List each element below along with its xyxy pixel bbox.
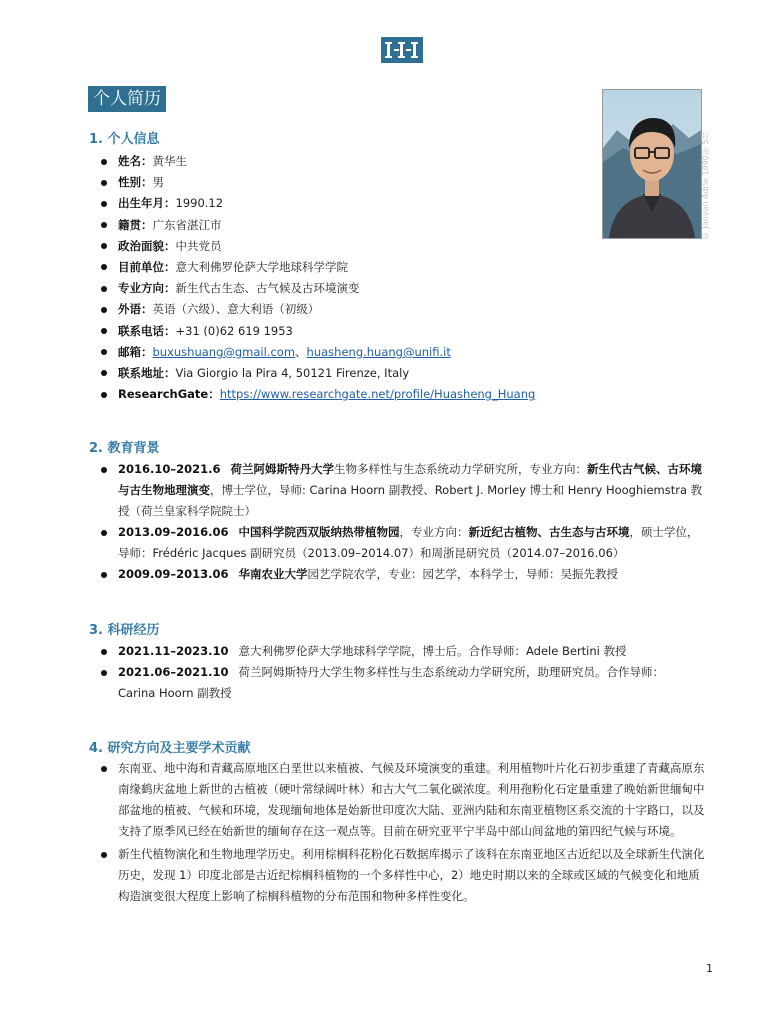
info-label: 籍贯：: [118, 217, 153, 232]
education-text: ，硕士学位，导师：Frédéric Jacques 副研究员（2013.09–2014.07）和周浙昆研究员（2014.07–2016.06）: [118, 525, 699, 560]
section-personal-info-title: 1. 个人信息: [89, 132, 160, 147]
education-text: ，专业方向：: [399, 525, 469, 539]
experience-item: [104, 662, 684, 704]
contribution-item: [104, 844, 708, 907]
info-value: 男: [152, 175, 164, 190]
list-item: [104, 151, 535, 172]
info-value: Via Giorgio la Pira 4, 50121 Firenze, Italy: [175, 365, 410, 380]
list-item: [104, 236, 535, 257]
list-item: [104, 321, 535, 342]
bullet-icon: [101, 307, 107, 313]
experience-date: 2021.06–2021.10: [118, 665, 229, 679]
contribution-item: [104, 758, 708, 842]
bullet-icon: [101, 649, 107, 655]
experience-date: 2021.11–2023.10: [118, 644, 229, 658]
bullet-icon: [101, 670, 107, 676]
list-item: [104, 257, 535, 278]
experience-text: 意大利佛罗伦萨大学地球科学学院，博士后。合作导师：Adele Bertini 教授: [238, 644, 627, 658]
list-item-researchgate: [104, 384, 535, 405]
portrait-photo: [602, 89, 702, 239]
bullet-icon: [101, 349, 107, 355]
info-label: ResearchGate：: [118, 387, 220, 402]
info-value: 新生代古生态、古气候及古环境演变: [175, 281, 360, 296]
education-focus: 新近纪古植物、古生态与古环境: [468, 525, 630, 539]
info-label: 目前单位：: [118, 259, 176, 274]
list-item-email: [104, 342, 535, 363]
info-label: 联系电话：: [118, 323, 176, 338]
bullet-icon: [101, 370, 107, 376]
bullet-icon: [101, 180, 107, 186]
education-date: 2009.09–2013.06: [118, 567, 229, 581]
bullet-icon: [101, 328, 107, 334]
education-school: 中国科学院西双版纳热带植物园: [238, 525, 400, 539]
education-date: 2013.09–2016.06: [118, 525, 229, 539]
bullet-icon: [101, 392, 107, 398]
education-text: 生物多样性与生态系统动力学研究所，专业方向：: [334, 462, 588, 476]
bullet-icon: [101, 201, 107, 207]
info-label: 出生年月：: [118, 196, 176, 211]
list-item: [104, 215, 535, 236]
list-item: [104, 299, 535, 320]
list-item-address: [104, 363, 535, 384]
bullet-icon: [101, 572, 107, 578]
info-label: 联系地址：: [118, 365, 176, 380]
info-value: 1990.12: [175, 196, 224, 211]
section-research-experience-title: 3. 科研经历: [89, 623, 160, 638]
education-text: ，博士学位，导师: Carina Hoorn 副教授、Robert J. Morley 博士和 Henry Hooghiemstra 教授（荷兰皇家科学院院士）: [118, 483, 703, 518]
info-label: 专业方向：: [118, 281, 176, 296]
info-label: 政治面貌：: [118, 238, 176, 253]
experience-text: 荷兰阿姆斯特丹大学生物多样性与生态系统动力学研究所，助理研究员。合作导师：Carina Hoorn 副教授: [118, 665, 665, 700]
bullet-icon: [101, 243, 107, 249]
info-value: 黄华生: [152, 154, 187, 168]
bullet-icon: [101, 467, 107, 473]
university-seal-icon: [381, 37, 423, 63]
info-label: 邮箱：: [118, 344, 153, 359]
bullet-icon: [101, 222, 107, 228]
bullet-icon: [101, 264, 107, 270]
info-value: +31 (0)62 619 1953: [175, 323, 293, 338]
info-label: 外语：: [118, 302, 153, 317]
info-value: 广东省湛江市: [152, 217, 222, 232]
education-school: 荷兰阿姆斯特丹大学: [230, 462, 335, 476]
experience-item: [104, 641, 684, 662]
bullet-icon: [101, 766, 107, 772]
education-item: [104, 522, 704, 564]
contribution-text: 新生代植物演化和生物地理学历史。利用棕榈科花粉化石数据库揭示了该科在东南亚地区古近纪以及全球新生代演化历史，发现 1）印度北部是古近纪棕榈科植物的一个多样性中心，2）地史时期以来的全球或区域的气候变化和地质构造演变很大程度上影响了棕榈科植物的分布范围和物种多样性变化。: [118, 847, 705, 903]
research-experience-list: [104, 641, 684, 704]
education-list: [104, 459, 704, 585]
list-item: [104, 172, 535, 193]
page-number: 1: [706, 962, 713, 975]
info-label: 性别：: [118, 175, 153, 190]
research-contributions-list: [104, 758, 708, 907]
info-value: 英语（六级）、意大利语（初级）: [152, 302, 320, 317]
personal-info-list: [104, 151, 535, 405]
education-item: [104, 459, 704, 522]
photo-credit: © Janvan Adrie 1990年 5月: [701, 131, 710, 240]
info-value: 意大利佛罗伦萨大学地球科学学院: [175, 259, 348, 274]
bullet-icon: [101, 159, 107, 165]
education-focus: 新生代古气候、古环境与古生物地理演变: [118, 462, 703, 497]
cv-title-banner: 个人简历: [88, 86, 166, 112]
contribution-text: 东南亚、地中海和青藏高原地区白垩世以来植被、气候及环境演变的重建。利用植物叶片化石初步重建了青藏高原东南缘鹤庆盆地上新世的古植被（硬叶常绿阔叶林）和古大气二氧化碳浓度。利用孢粉化石定量重建了晚始新世缅甸中部盆地的植被、气候和环境，发现缅甸地体是始新世印度次大陆、亚洲内陆和东南亚植物区系交流的十字路口，以及支持了原季风已经在始新世的缅甸存在这一观点等。目前在研究亚平宁半岛中部山间盆地的第四纪气候与环境。: [118, 761, 705, 838]
list-item: [104, 193, 535, 214]
list-item: [104, 278, 535, 299]
researchgate-link[interactable]: https://www.researchgate.net/profile/Huasheng_Huang: [219, 387, 536, 402]
bullet-icon: [101, 286, 107, 292]
bullet-icon: [101, 852, 107, 858]
education-item: [104, 564, 704, 585]
bullet-icon: [101, 530, 107, 536]
info-value: 中共党员: [175, 238, 222, 253]
email-link-gmail[interactable]: buxushuang@gmail.com: [152, 344, 296, 359]
section-research-contributions-title: 4. 研究方向及主要学术贡献: [89, 741, 251, 756]
info-label: 姓名：: [118, 154, 153, 168]
email-link-unifi[interactable]: huasheng.huang@unifi.it: [306, 344, 451, 359]
education-text: 园艺学院农学，专业：园艺学，本科学士，导师：吴振先教授: [307, 567, 619, 581]
education-school: 华南农业大学: [238, 567, 308, 581]
section-education-title: 2. 教育背景: [89, 441, 160, 456]
email-separator: 、: [295, 344, 307, 359]
education-date: 2016.10–2021.6: [118, 462, 221, 476]
